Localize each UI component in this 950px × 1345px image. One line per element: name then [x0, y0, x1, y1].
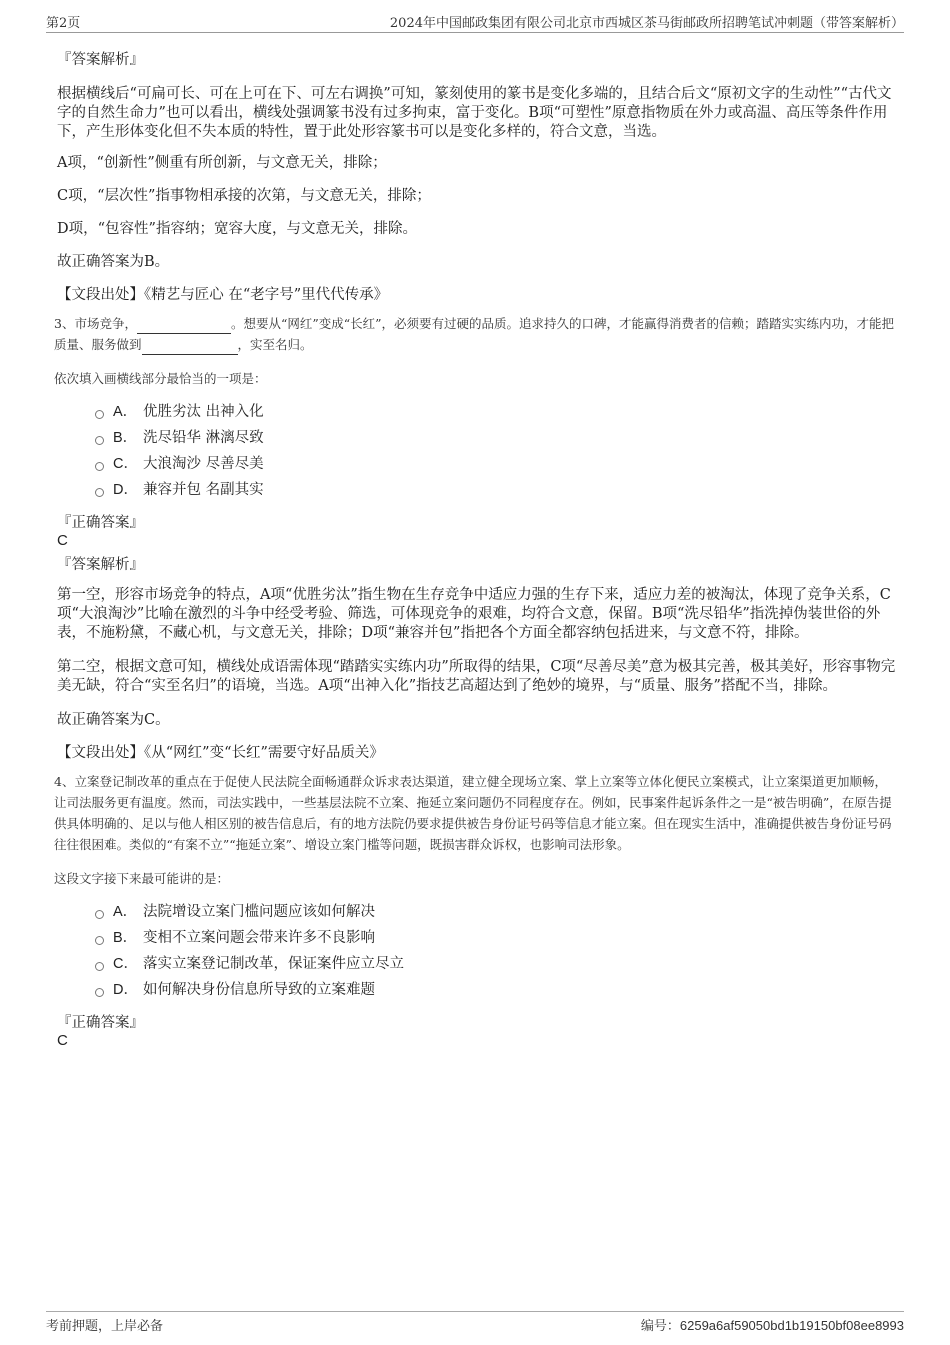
page-content: [54, 48, 897, 1049]
answer-blank-2: [142, 340, 238, 355]
document-id: 编号：6259a6af59050bd1b19150bf08ee8993: [640, 1318, 904, 1333]
option-d[interactable]: D． 兼容并包 名副其实: [95, 477, 897, 503]
question-4-text: 4、立案登记制改革的重点在于促使人民法院全面畅通群众诉求表达渠道，建立健全现场立案、掌上立案等立体化便民立案模式，让立案渠道更加顺畅，让司法服务更有温度。然而，司法实践中，一些基层法院不立案、拖延立案问题仍不同程度存在。例如，民事案件起诉条件之一是“被告明确”，在原告提供具体明确的、足以与他人相区别的被告信息后，有的地方法院仍要求提供被告身份证号码等信息才能立案。但在现实生活中，准确提供被告身份证号码往往很困难。类似的“有案不立”“拖延立案”、增设立案门槛等问题，既损害群众诉权，也影响司法形象。: [54, 774, 892, 852]
correct-answer-label: 『正确答案』: [57, 1015, 144, 1031]
radio-icon[interactable]: [95, 410, 104, 419]
source-citation: 【文段出处】《精艺与匠心 在“老字号”里代代传承》: [57, 287, 389, 303]
correct-answer: C: [57, 1032, 68, 1049]
question-3-options: [57, 399, 897, 503]
option-text: 洗尽铅华 淋漓尽致: [143, 430, 264, 446]
option-d[interactable]: D． 如何解决身份信息所导致的立案难题: [95, 977, 897, 1003]
option-b[interactable]: B． 变相不立案问题会带来许多不良影响: [95, 925, 897, 951]
radio-icon[interactable]: [95, 988, 104, 997]
question-3-prompt: 依次填入画横线部分最恰当的一项是：: [54, 371, 267, 386]
source-citation: 【文段出处】《从“网红”变“长红”需要守好品质关》: [57, 745, 384, 761]
analysis-option-c: C项，“层次性”指事物相承接的次第，与文意无关，排除；: [57, 188, 431, 204]
option-text: 落实立案登记制改革，保证案件应立尽立: [143, 956, 404, 972]
option-text: 变相不立案问题会带来许多不良影响: [143, 930, 375, 946]
radio-icon[interactable]: [95, 910, 104, 919]
option-text: 优胜劣汰 出神入化: [143, 404, 264, 420]
document-title: 2024年中国邮政集团有限公司北京市西城区茶马街邮政所招聘笔试冲刺题（带答案解析）: [389, 16, 904, 31]
option-b[interactable]: B． 洗尽铅华 淋漓尽致: [95, 425, 897, 451]
option-text: 法院增设立案门槛问题应该如何解决: [143, 904, 375, 920]
option-text: 如何解决身份信息所导致的立案难题: [143, 982, 375, 998]
option-a[interactable]: A． 法院增设立案门槛问题应该如何解决: [95, 899, 897, 925]
option-c[interactable]: C． 大浪淘沙 尽善尽美: [95, 451, 897, 477]
radio-icon[interactable]: [95, 462, 104, 471]
analysis-paragraph-2: 第二空，根据文意可知，横线处成语需体现“踏踏实实练内功”所取得的结果，C项“尽善尽美”意为极其完善，极其美好，形容事物完美无缺，符合“实至名归”的语境，当选。A项“出神入化”指技艺高超达到了绝妙的境界，与“质量、服务”搭配不当，排除。: [57, 659, 896, 694]
analysis-option-d: D项，“包容性”指容纳；宽容大度，与文意无关，排除。: [57, 221, 417, 237]
page-header: [46, 12, 904, 33]
question-4-prompt: 这段文字接下来最可能讲的是：: [54, 871, 230, 886]
question-4-options: [57, 899, 897, 1003]
radio-icon[interactable]: [95, 436, 104, 445]
radio-icon[interactable]: [95, 962, 104, 971]
analysis-paragraph-1: 第一空，形容市场竞争的特点，A项“优胜劣汰”指生物在生存竞争中适应力强的生存下来，适应力差的被淘汰，体现了竞争关系，C项“大浪淘沙”比喻在激烈的斗争中经受考验、筛选，可体现竞争的艰难，均符合文意，保留。B项“洗尽铅华”指洗掉伪装世俗的外表，不施粉黛，不藏心机，与文意无关，排除；D项“兼容并包”指把各个方面全都容纳包括进来，与文意不符，排除。: [57, 587, 891, 641]
analysis-label: 『答案解析』: [57, 557, 144, 573]
analysis-conclusion: 故正确答案为B。: [57, 254, 170, 270]
answer-blank-1: [137, 319, 231, 334]
page-footer: [46, 1311, 904, 1335]
analysis-label: 『答案解析』: [57, 52, 144, 68]
radio-icon[interactable]: [95, 936, 104, 945]
analysis-option-a: A项，“创新性”侧重有所创新，与文意无关，排除；: [57, 155, 387, 171]
footer-slogan: 考前押题，上岸必备: [46, 1319, 164, 1334]
analysis-conclusion: 故正确答案为C。: [57, 712, 170, 728]
correct-answer: C: [57, 532, 68, 549]
correct-answer-label: 『正确答案』: [57, 515, 144, 531]
option-a[interactable]: A． 优胜劣汰 出神入化: [95, 399, 897, 425]
analysis-paragraph: 根据横线后“可扁可长、可在上可在下、可左右调换”可知，篆刻使用的篆书是变化多端的，且结合后文“原初文字的生动性”“古代文字的自然生命力”也可以看出，横线处强调篆书没有过多拘束，富于变化。B项“可塑性”原意指物质在外力或高温、高压等条件作用下，产生形体变化但不失本质的特性，置于此处形容篆书可以是变化多样的，符合文意，当选。: [57, 86, 892, 140]
radio-icon[interactable]: [95, 488, 104, 497]
page-number: 第2页: [46, 16, 81, 31]
option-text: 大浪淘沙 尽善尽美: [143, 456, 264, 472]
option-text: 兼容并包 名副其实: [143, 482, 264, 498]
question-3-text: 3、市场竞争， 。想要从“网红”变成“长红”，必须要有过硬的品质。追求持久的口碑，才能赢得消费者的信赖；踏踏实实练内功，才能把质量、服务做到 ，实至名归。: [54, 313, 897, 355]
option-c[interactable]: C． 落实立案登记制改革，保证案件应立尽立: [95, 951, 897, 977]
